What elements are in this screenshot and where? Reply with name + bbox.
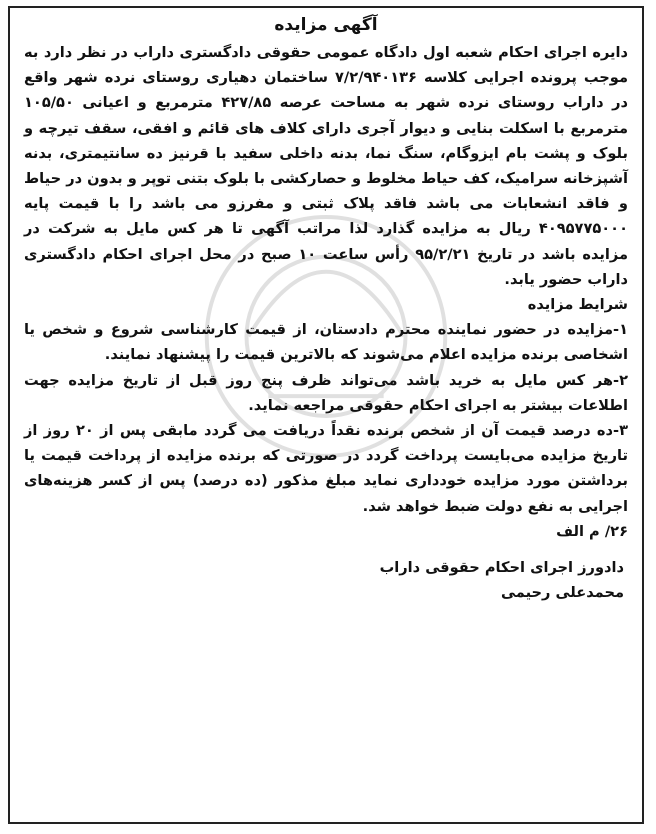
condition-item-2: ۲-هر کس مایل به خرید باشد می‌تواند ظرف پنج روز قبل از تاریخ مزایده جهت اطلاعات بیشتر به اجرای احکام حقوقی مراجعه نماید. xyxy=(24,371,628,414)
notice-body: دایره اجرای احکام شعبه اول دادگاه عمومی حقوقی دادگستری داراب در نظر دارد به موجب پرونده اجرایی کلاسه ۷/۲/۹۴۰۱۳۶ ساختمان دهیاری روستای نرده شهر واقع در داراب روستای نرده شهر به مساحت عرصه ۴۲۷/۸۵ مترمربع و اعیانی ۱۰۵/۵۰ مترمربع با اسکلت بنایی و دیوار آجری دارای کلاف های قائم و افقی، سقف تیرچه و بلوک و پشت بام ایزوگام، سنگ نما، بدنه داخلی سفید با قرنیز ده سانتیمتری، بدنه آشپزخانه سرامیک، کف حیاط مخلوط و حصارکشی با بلوک بتنی توپر و بدون در حیاط و فاقد انشعابات می باشد فاقد پلاک ثبتی و مفرزو می باشد را با قیمت پایه ۴۰۹۵۷۷۵۰۰۰ ریال به مزایده گذارد لذا مراتب آگهی تا هر کس مایل به شرکت در مزایده باشد در تاریخ ۹۵/۲/۲۱ رأس ساعت ۱۰ صبح در محل اجرای احکام دادگستری داراب حضور یابد. xyxy=(24,44,628,288)
conditions-heading: شرایط مزایده xyxy=(527,296,628,314)
notice-content xyxy=(24,14,628,605)
condition-item-3: ۳-ده درصد قیمت آن از شخص برنده نقداً دریافت می گردد مابقی پس از ۲۰ روز از تاریخ مزایده می‌بایست پرداخت گردد در صورتی که برنده مزایده از پرداخت قیمت یا برداشتن مورد مزایده خودداری نماید مبلغ مذکور (ده درصد) پس از کسر هزینه‌های اجرایی به نفع دولت ضبط خواهد شد. xyxy=(24,422,628,515)
notice-title: آگهی مزایده xyxy=(274,15,378,35)
reference-number: ۲۶/ م الف xyxy=(556,522,628,540)
signature-title: دادورز اجرای احکام حقوقی داراب xyxy=(379,558,624,576)
condition-item-1: ۱-مزایده در حضور نماینده محترم دادستان، از قیمت کارشناسی شروع و شخص یا اشخاصی برنده مزایده اعلام می‌شوند که بالاترین قیمت را پیشنهاد نمایند. xyxy=(24,321,628,364)
signature-name: محمدعلی رحیمی xyxy=(501,583,624,601)
auction-notice xyxy=(8,6,644,824)
